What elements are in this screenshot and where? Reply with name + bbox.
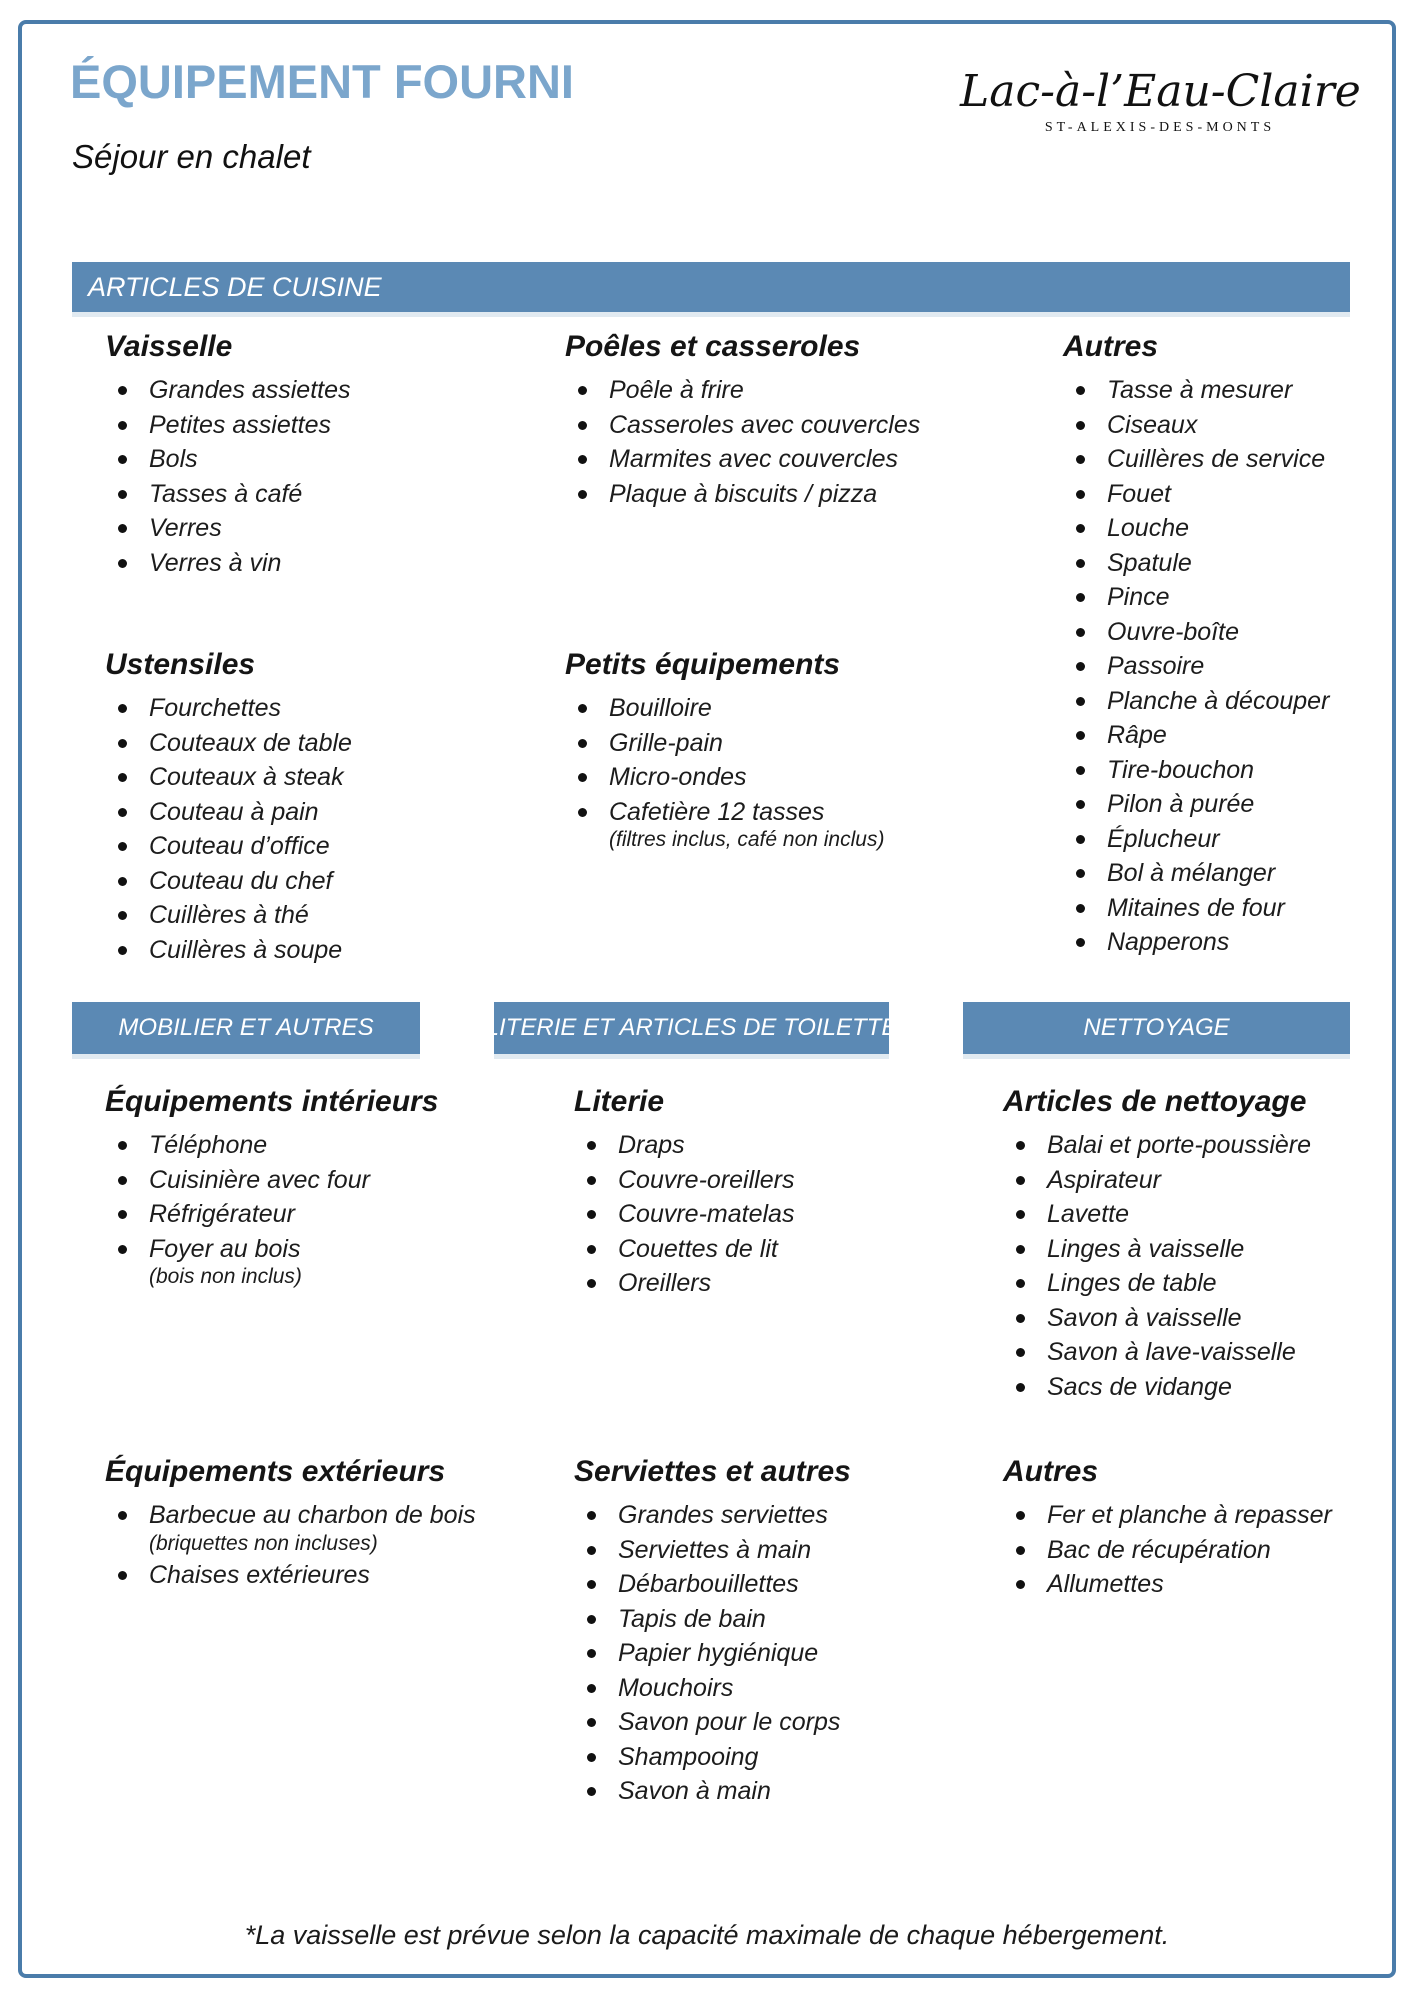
- list-item: [105, 1561, 420, 1591]
- list-item: [574, 1743, 889, 1773]
- logo-wordmark: Lac-à-l’Eau-Claire: [960, 66, 1361, 117]
- serviettes-list: [574, 1501, 889, 1807]
- item-label: Verres: [149, 514, 222, 542]
- section-banner-nettoyage: NETTOYAGE: [963, 1002, 1350, 1054]
- list-item: [1063, 583, 1365, 613]
- list-item: [105, 694, 535, 724]
- list-item: [565, 376, 1025, 406]
- item-label: Shampooing: [618, 1742, 759, 1771]
- item-label: Cuillères à thé: [149, 901, 309, 929]
- item-label: Foyer au bois: [149, 1234, 301, 1263]
- item-label: Tapis de bain: [618, 1604, 766, 1633]
- list-item: [105, 798, 535, 828]
- list-item: [105, 1166, 420, 1196]
- list-item: [574, 1674, 889, 1704]
- section-banner-mobilier: MOBILIER ET AUTRES: [72, 1002, 420, 1054]
- item-label: Mouchoirs: [618, 1673, 734, 1702]
- section-articles-nettoyage: [963, 1085, 1350, 1424]
- section-literie: [494, 1085, 889, 1424]
- list-item: [565, 694, 1025, 724]
- item-label: Couteau d’office: [149, 832, 330, 860]
- section-heading-ustensiles: Ustensiles: [105, 648, 256, 681]
- list-item: [105, 763, 535, 793]
- item-label: Cafetière 12 tasses: [609, 797, 825, 826]
- section-petits-equipements: [535, 648, 1025, 970]
- section-vaisselle: [75, 330, 535, 648]
- section-heading-autres-nettoyage: Autres: [1003, 1455, 1099, 1488]
- item-label: Couettes de lit: [618, 1234, 778, 1263]
- list-item: [1003, 1373, 1350, 1403]
- list-item: [1063, 618, 1365, 648]
- section-autres-cuisine: [1025, 330, 1365, 970]
- item-label: Napperons: [1107, 928, 1230, 956]
- item-label: Sacs de vidange: [1047, 1372, 1232, 1401]
- item-label: Passoire: [1107, 652, 1205, 680]
- list-item: [574, 1200, 889, 1230]
- item-label: Marmites avec couvercles: [609, 445, 898, 473]
- list-item: [105, 514, 535, 544]
- list-item: [105, 549, 535, 579]
- section-poeles-et-casseroles: [535, 330, 1025, 648]
- item-label: Cuillères de service: [1107, 445, 1326, 473]
- item-label: Balai et porte-poussière: [1047, 1131, 1312, 1159]
- item-label: Grille-pain: [609, 728, 723, 757]
- list-item: [574, 1708, 889, 1738]
- item-label: Casseroles avec couvercles: [609, 410, 921, 439]
- item-label: Savon à vaisselle: [1047, 1303, 1242, 1332]
- list-item: [105, 936, 535, 966]
- list-item: [1063, 376, 1365, 406]
- item-label: Oreillers: [618, 1269, 712, 1297]
- list-item: [574, 1166, 889, 1196]
- item-label: Téléphone: [149, 1131, 268, 1159]
- item-label: Tasse à mesurer: [1107, 376, 1293, 404]
- lower-sections-grid: [72, 1002, 1350, 1812]
- section-banner-cuisine: ARTICLES DE CUISINE: [72, 262, 1350, 312]
- list-item: [1003, 1338, 1350, 1368]
- page-subtitle: Séjour en chalet: [72, 138, 311, 175]
- item-label: Chaises extérieures: [149, 1560, 370, 1589]
- item-label: Linges de table: [1047, 1269, 1217, 1297]
- ustensiles-list: [105, 694, 535, 965]
- section-heading-petits-equipements: Petits équipements: [565, 648, 841, 681]
- item-label: Louche: [1107, 514, 1190, 542]
- section-equipements-exterieurs: [72, 1455, 476, 1812]
- list-item: [565, 480, 1025, 510]
- list-item: [1063, 480, 1365, 510]
- list-item: [1003, 1501, 1350, 1531]
- list-item: [1003, 1200, 1350, 1230]
- section-heading-literie: Literie: [574, 1085, 665, 1118]
- footnote: *La vaisselle est prévue selon la capacité maximale de chaque hébergement.: [244, 1920, 1170, 1950]
- list-item: [574, 1269, 889, 1299]
- item-label: Tire-bouchon: [1107, 755, 1255, 784]
- list-item: [574, 1639, 889, 1669]
- item-label: Grandes assiettes: [149, 376, 351, 404]
- section-heading-autres-cuisine: Autres: [1063, 330, 1159, 363]
- list-item: [1063, 687, 1365, 717]
- item-label: Couteaux de table: [149, 728, 352, 757]
- item-label: Cuisinière avec four: [149, 1165, 370, 1194]
- item-label: Plaque à biscuits / pizza: [609, 479, 878, 508]
- item-label: Réfrigérateur: [149, 1200, 295, 1228]
- item-label: Cuillères à soupe: [149, 935, 343, 964]
- item-label: Allumettes: [1047, 1570, 1164, 1598]
- list-item: [1063, 825, 1365, 855]
- list-item: [105, 1501, 476, 1556]
- literie-list: [574, 1131, 889, 1299]
- item-label: Fouet: [1107, 479, 1171, 508]
- item-label: Spatule: [1107, 548, 1192, 577]
- list-item: [565, 729, 1025, 759]
- list-item: [105, 867, 535, 897]
- item-note: (filtres inclus, café non inclus): [609, 828, 885, 851]
- list-item: [1063, 721, 1365, 751]
- list-item: [105, 411, 535, 441]
- list-item: [1063, 445, 1365, 475]
- item-label: Pilon à purée: [1107, 790, 1255, 818]
- list-item: [574, 1536, 889, 1566]
- list-item: [105, 480, 535, 510]
- item-label: Couvre-matelas: [618, 1200, 795, 1228]
- item-label: Bac de récupération: [1047, 1535, 1271, 1564]
- item-label: Couteau du chef: [149, 866, 333, 895]
- list-item: [574, 1235, 889, 1265]
- list-item: [1003, 1304, 1350, 1334]
- list-item: [105, 832, 535, 862]
- list-item: [565, 411, 1025, 441]
- item-label: Débarbouillettes: [618, 1570, 799, 1598]
- section-autres-nettoyage: [963, 1455, 1350, 1812]
- list-item: [574, 1501, 889, 1531]
- item-label: Papier hygiénique: [618, 1639, 819, 1667]
- item-note: (briquettes non incluses): [149, 1531, 378, 1555]
- section-equipements-interieurs: [72, 1085, 439, 1424]
- item-label: Fer et planche à repasser: [1047, 1501, 1332, 1529]
- item-label: Planche à découper: [1107, 686, 1330, 715]
- articles-nettoyage-list: [1003, 1131, 1350, 1402]
- equipements-interieurs-list: [105, 1131, 420, 1289]
- item-label: Micro-ondes: [609, 763, 747, 791]
- list-item: [1003, 1536, 1350, 1566]
- list-item: [1003, 1166, 1350, 1196]
- section-heading-articles-nettoyage: Articles de nettoyage: [1003, 1085, 1307, 1118]
- item-label: Fourchettes: [149, 694, 282, 722]
- section-heading-equipements-exterieurs: Équipements extérieurs: [105, 1455, 446, 1488]
- item-label: Grandes serviettes: [618, 1501, 828, 1529]
- list-item: [1003, 1235, 1350, 1265]
- list-item: [574, 1605, 889, 1635]
- item-label: Petites assiettes: [149, 410, 332, 439]
- item-note: (bois non inclus): [149, 1265, 302, 1288]
- item-label: Barbecue au charbon de bois: [149, 1501, 476, 1529]
- list-item: [1063, 859, 1365, 889]
- list-item: [1063, 514, 1365, 544]
- petits-equipements-list: [565, 694, 1025, 852]
- item-label: Éplucheur: [1107, 824, 1220, 853]
- section-heading-equipements-interieurs: Équipements intérieurs: [105, 1085, 439, 1118]
- item-label: Lavette: [1047, 1200, 1130, 1228]
- list-item: [565, 763, 1025, 793]
- list-item: [1063, 928, 1365, 958]
- item-label: Couvre-oreillers: [618, 1165, 795, 1194]
- list-item: [1063, 894, 1365, 924]
- item-label: Mitaines de four: [1107, 893, 1285, 922]
- item-label: Ciseaux: [1107, 410, 1198, 439]
- list-item: [1063, 652, 1365, 682]
- item-label: Tasses à café: [149, 479, 303, 508]
- equipements-exterieurs-list: [105, 1501, 476, 1590]
- list-item: [574, 1777, 889, 1807]
- item-label: Bol à mélanger: [1107, 859, 1276, 887]
- item-label: Draps: [618, 1131, 685, 1159]
- section-ustensiles: [75, 648, 535, 970]
- item-label: Linges à vaisselle: [1047, 1234, 1245, 1263]
- section-banner-literie: LITERIE ET ARTICLES DE TOILETTE: [494, 1002, 889, 1054]
- kitchen-sections-grid: [75, 330, 1365, 970]
- list-item: [105, 1131, 420, 1161]
- section-heading-vaisselle: Vaisselle: [105, 330, 233, 363]
- item-label: Poêle à frire: [609, 376, 744, 404]
- item-label: Serviettes à main: [618, 1535, 812, 1564]
- item-label: Verres à vin: [149, 548, 282, 577]
- list-item: [565, 798, 1025, 853]
- vaisselle-list: [105, 376, 535, 578]
- section-serviettes-et-autres: [494, 1455, 889, 1812]
- list-item: [1063, 411, 1365, 441]
- list-item: [105, 445, 535, 475]
- item-label: Couteau à pain: [149, 797, 319, 826]
- resort-logo: [960, 66, 1360, 136]
- item-label: Ouvre-boîte: [1107, 617, 1240, 646]
- list-item: [565, 445, 1025, 475]
- item-label: Couteaux à steak: [149, 763, 344, 791]
- item-label: Pince: [1107, 583, 1170, 611]
- list-item: [105, 1200, 420, 1230]
- autres-cuisine-list: [1063, 376, 1365, 958]
- item-label: Bouilloire: [609, 694, 712, 722]
- item-label: Savon à lave-vaisselle: [1047, 1338, 1296, 1366]
- item-label: Bols: [149, 445, 198, 473]
- list-item: [105, 901, 535, 931]
- section-heading-poeles: Poêles et casseroles: [565, 330, 861, 363]
- autres-nettoyage-list: [1003, 1501, 1350, 1600]
- list-item: [574, 1131, 889, 1161]
- item-label: Savon pour le corps: [618, 1708, 841, 1736]
- list-item: [105, 729, 535, 759]
- list-item: [105, 376, 535, 406]
- poeles-list: [565, 376, 1025, 509]
- list-item: [105, 1235, 420, 1290]
- item-label: Savon à main: [618, 1777, 771, 1805]
- logo-location: ST-ALEXIS-DES-MONTS: [1044, 120, 1276, 135]
- list-item: [1063, 549, 1365, 579]
- item-label: Aspirateur: [1047, 1165, 1161, 1194]
- section-heading-serviettes: Serviettes et autres: [574, 1455, 851, 1488]
- list-item: [574, 1570, 889, 1600]
- list-item: [1063, 756, 1365, 786]
- list-item: [1003, 1269, 1350, 1299]
- list-item: [1003, 1131, 1350, 1161]
- item-label: Râpe: [1107, 721, 1167, 749]
- page-title: ÉQUIPEMENT FOURNI: [70, 55, 574, 108]
- list-item: [1003, 1570, 1350, 1600]
- list-item: [1063, 790, 1365, 820]
